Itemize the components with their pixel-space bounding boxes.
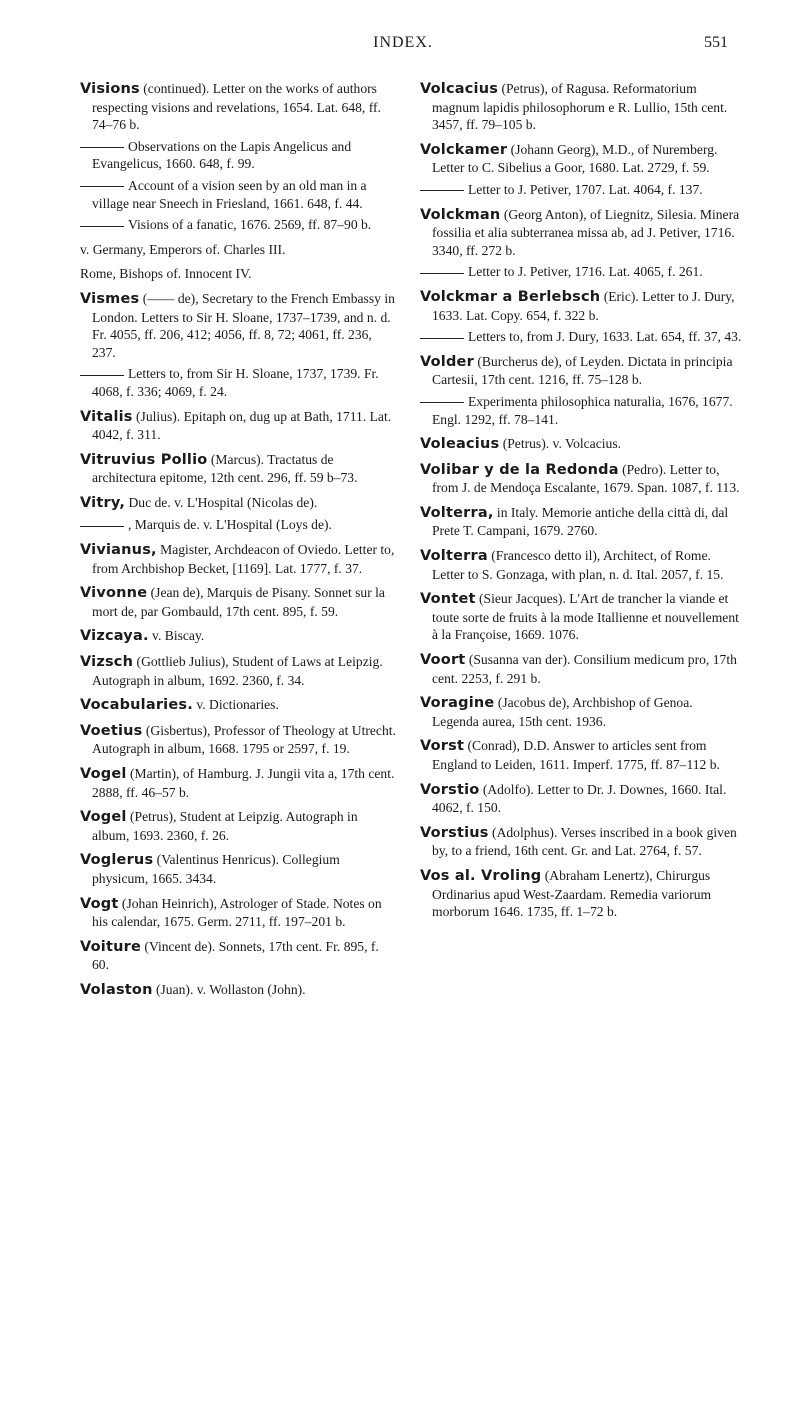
entry-heading: Vivianus, <box>80 542 157 559</box>
index-entry <box>420 824 742 860</box>
entry-text: (Susanna van der). Consilium medicum pro, 17th cent. 2253, f. 291 b. <box>432 652 737 686</box>
entry-text: (Marcus). Tractatus de architectura epitome, 12th cent. 296, ff. 59 b–73. <box>92 451 358 486</box>
index-entry <box>80 541 398 577</box>
entry-text: (Julius). Epitaph on, dug up at Bath, 1711. Lat. 4042, f. 311. <box>92 408 392 443</box>
entry-heading: Voetius <box>80 722 143 739</box>
entry-heading: Vitalis <box>80 408 133 425</box>
entry-text: (Martin), of Hamburg. J. Jungii vita a, 17th cent. 2888, ff. 46–57 b. <box>92 766 395 800</box>
entry-heading: Vivonne <box>80 585 148 602</box>
entry-text: , Marquis de. v. L'Hospital (Loys de). <box>128 517 332 533</box>
entry-text: (Juan). v. Wollaston (John). <box>152 981 306 997</box>
entry-text: (Jean de), Marquis de Pisany. Sonnet sur la mort de, par Gombauld, 17th cent. 895, f. 59. <box>92 585 385 619</box>
index-entry <box>80 451 398 487</box>
entry-text: Rome, Bishops of. Innocent IV. <box>80 266 252 282</box>
index-entry <box>420 141 742 177</box>
index-entry <box>420 206 742 260</box>
index-entry <box>420 353 742 389</box>
repeat-dash <box>420 190 464 191</box>
index-entry <box>80 265 398 283</box>
entry-text: (Sieur Jacques). L'Art de trancher la viande et toute sorte de fruits à la mode Itallienne et nouvellement à la Françoise, 1669. 1076. <box>432 591 739 643</box>
index-entry <box>420 263 742 281</box>
entry-text: (Petrus). v. Volcacius. <box>499 436 622 452</box>
index-entry <box>80 653 398 689</box>
entry-text: (Jacobus de), Archbishop of Genoa. Legenda aurea, 15th cent. 1936. <box>432 695 693 729</box>
index-entry <box>80 808 398 844</box>
index-entry <box>80 584 398 620</box>
entry-heading: Vitruvius Pollio <box>80 451 208 468</box>
entry-heading: Vizsch <box>80 654 134 671</box>
entry-text: (Johann Georg), M.D., of Nuremberg. Letter to C. Sibelius a Goor, 1680. Lat. 2729, f. 59. <box>432 141 718 176</box>
entry-heading: Voragine <box>420 695 495 712</box>
entry-heading: Vontet <box>420 591 476 608</box>
left-column <box>80 80 398 1007</box>
index-entry <box>80 981 398 1000</box>
repeat-dash <box>80 186 124 187</box>
entry-heading: Voiture <box>80 938 142 955</box>
entry-text: Letter to J. Petiver, 1716. Lat. 4065, f. 261. <box>468 264 703 280</box>
entry-heading: Volaston <box>80 981 153 998</box>
entry-text: v. Germany, Emperors of. Charles III. <box>80 241 286 257</box>
entry-text: Letters to, from J. Dury, 1633. Lat. 654, ff. 37, 43. <box>468 329 742 345</box>
entry-heading: Volterra <box>420 548 488 565</box>
entry-text: Magister, Archdeacon of Oviedo. Letter to, from Archbishop Becket, [1169]. Lat. 1777, f. 37. <box>92 542 395 576</box>
index-entry <box>80 938 398 974</box>
index-entry <box>80 241 398 259</box>
entry-heading: Vos al. Vroling <box>420 867 542 884</box>
entry-text: (Eric). Letter to J. Dury, 1633. Lat. Copy. 654, f. 322 b. <box>432 288 735 323</box>
entry-text: (Georg Anton), of Liegnitz, Silesia. Minera fossilia et alia subterranea missa ab, ad J. Petiver, 1716. 3340, ff. 272 b. <box>432 206 740 258</box>
page-number: 551 <box>704 34 728 51</box>
entry-heading: Vismes <box>80 290 140 307</box>
repeat-dash <box>420 273 464 274</box>
index-entry <box>80 80 398 134</box>
index-entry <box>420 694 742 730</box>
entry-heading: Vorstio <box>420 781 480 798</box>
entry-text: v. Biscay. <box>148 628 205 644</box>
index-entry <box>80 365 398 400</box>
entry-heading: Vogel <box>80 766 127 782</box>
entry-text: (Gisbertus), Professor of Theology at Utrecht. Autograph in album, 1668. 1795 or 2597, f. 19. <box>92 722 396 757</box>
index-entry <box>420 737 742 773</box>
index-entry <box>80 138 398 173</box>
entry-text: (continued). Letter on the works of authors respecting visions and revelations, 1654. Lat. 648, ff. 74–76 b. <box>92 81 381 133</box>
repeat-dash <box>420 338 464 339</box>
entry-text: in Italy. Memorie antiche della città di, dal Prete T. Campani, 1679. 2760. <box>432 504 729 539</box>
repeat-dash <box>80 147 124 148</box>
entry-heading: Vogt <box>80 895 119 912</box>
repeat-dash <box>80 226 124 227</box>
right-column <box>420 80 742 928</box>
index-entry <box>420 867 742 921</box>
entry-text: (Vincent de). Sonnets, 17th cent. Fr. 895, f. 60. <box>92 938 379 973</box>
running-title: INDEX. <box>373 34 433 51</box>
entry-heading: Vorst <box>420 738 465 755</box>
entry-text: (Conrad), D.D. Answer to articles sent from England to Leiden, 1611. Imperf. 1775, ff. 87–112 b. <box>432 738 720 772</box>
entry-text: (Petrus), of Ragusa. Reformatorium magnum lapidis philosophorum e R. Lullio, 15th cent. 3457, ff. 79–105 b. <box>432 81 728 133</box>
page-header <box>78 34 728 60</box>
entry-text: Observations on the Lapis Angelicus and Evangelicus, 1660. 648, f. 99. <box>92 138 352 172</box>
entry-text: Experimenta philosophica naturalia, 1676, 1677. Engl. 1292, ff. 78–141. <box>432 393 733 427</box>
index-entry <box>80 696 398 715</box>
entry-text: (Adolphus). Verses inscribed in a book given by, to a friend, 16th cent. Gr. and Lat. 2764, f. 57. <box>432 824 737 859</box>
entry-text: Duc de. v. L'Hospital (Nicolas de). <box>125 494 318 510</box>
entry-text: (—— de), Secretary to the French Embassy in London. Letters to Sir H. Sloane, 1737–1739, and n. d. Fr. 4055, ff. 206, 412; 4056, ff. 8, 72; 4061, ff. 236, 237. <box>92 290 395 360</box>
index-entry <box>420 435 742 454</box>
index-entry <box>80 177 398 212</box>
index-entry <box>420 547 742 583</box>
entry-heading: Volckmar a Berlebsch <box>420 288 601 305</box>
index-entry <box>420 328 742 346</box>
entry-heading: Vizcaya. <box>80 628 149 645</box>
index-entry <box>420 80 742 134</box>
entry-text: Account of a vision seen by an old man in a village near Sneech in Friesland, 1661. 648, f. 44. <box>92 177 367 211</box>
index-entry <box>80 408 398 444</box>
index-entry <box>420 651 742 687</box>
index-entry <box>420 181 742 199</box>
index-entry <box>420 288 742 324</box>
entry-heading: Volder <box>420 353 474 370</box>
entry-heading: Voleacius <box>420 436 500 453</box>
entry-heading: Voglerus <box>80 852 154 869</box>
entry-heading: Vitry, <box>80 494 126 511</box>
index-entry <box>420 781 742 817</box>
entry-heading: Vorstius <box>420 824 489 841</box>
index-entry <box>420 461 742 497</box>
entry-text: Letter to J. Petiver, 1707. Lat. 4064, f. 137. <box>468 181 703 197</box>
index-entry <box>420 393 742 428</box>
entry-text: (Petrus), Student at Leipzig. Autograph in album, 1693. 2360, f. 26. <box>92 809 358 843</box>
index-entry <box>80 895 398 931</box>
entry-heading: Vocabularies. <box>80 697 193 714</box>
entry-text: (Francesco detto il), Architect, of Rome. Letter to S. Gonzaga, with plan, n. d. Ital. 2057, f. 15. <box>432 548 724 582</box>
entry-text: (Pedro). Letter to, from J. de Mendoça Escalante, 1679. Span. 1087, f. 113. <box>432 461 740 496</box>
entry-text: (Burcherus de), of Leyden. Dictata in principia Cartesii, 17th cent. 1216, ff. 75–128 b. <box>432 353 733 388</box>
entry-text: (Johan Heinrich), Astrologer of Stade. Notes on his calendar, 1675. Germ. 2711, ff. 197–201 b. <box>92 895 382 930</box>
entry-heading: Volibar y de la Redonda <box>420 461 619 478</box>
entry-text: (Valentinus Henricus). Collegium physicum, 1665. 3434. <box>92 852 340 886</box>
entry-heading: Volckamer <box>420 141 508 158</box>
index-entry <box>80 494 398 513</box>
entry-heading: Vogel <box>80 809 127 826</box>
repeat-dash <box>80 526 124 527</box>
index-entry <box>80 290 398 361</box>
index-entry <box>80 851 398 887</box>
index-entry <box>80 722 398 758</box>
entry-text: Visions of a fanatic, 1676. 2569, ff. 87–90 b. <box>128 217 372 233</box>
entry-text: (Gottlieb Julius), Student of Laws at Leipzig. Autograph in album, 1692. 2360, f. 34. <box>92 654 383 688</box>
entry-text: Letters to, from Sir H. Sloane, 1737, 1739. Fr. 4068, f. 336; 4069, f. 24. <box>92 366 379 399</box>
entry-heading: Volckman <box>420 206 501 223</box>
entry-text: (Abraham Lenertz), Chirurgus Ordinarius apud West-Zaardam. Remedia variorum morborum 1646. 1735, ff. 1–72 b. <box>432 867 712 920</box>
index-entry <box>80 765 398 801</box>
entry-heading: Voort <box>420 652 466 669</box>
index-entry <box>80 627 398 646</box>
repeat-dash <box>420 402 464 403</box>
repeat-dash <box>80 375 124 376</box>
entry-heading: Volterra, <box>420 504 494 521</box>
index-entry <box>420 590 742 644</box>
index-entry <box>80 516 398 534</box>
entry-heading: Volcacius <box>420 81 499 97</box>
entry-text: v. Dictionaries. <box>192 697 279 713</box>
index-entry <box>420 504 742 540</box>
entry-heading: Visions <box>80 81 140 97</box>
index-entry <box>80 216 398 234</box>
entry-text: (Adolfo). Letter to Dr. J. Downes, 1660. Ital. 4062, f. 150. <box>432 781 727 816</box>
